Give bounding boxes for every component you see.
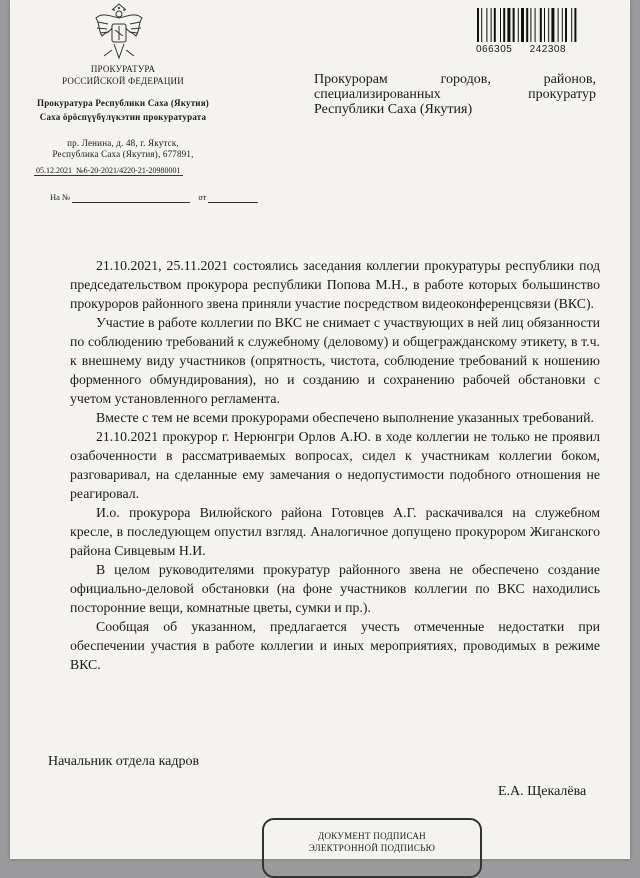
registration-date: 05.12.2021 bbox=[36, 166, 72, 175]
body-paragraph: Вместе с тем не всеми прокурорами обеспечено выполнение указанных требований. bbox=[96, 410, 594, 425]
reference-line bbox=[50, 192, 258, 203]
header-line-yakut-name: Саха öрöспүүбүлүкэтин прокуратурата bbox=[39, 112, 207, 122]
barcode-bar bbox=[518, 8, 519, 42]
header-address-line-1: пр. Ленина, д. 48, г. Якутск, bbox=[67, 138, 179, 148]
barcode-bar bbox=[551, 8, 554, 42]
barcode-bar bbox=[500, 8, 501, 42]
body-paragraph: Сообщая об указанном, предлагается учесть отмеченные недостатки при обеспечении участия в работе коллегии и иных мероприятиях, проводимых в режиме ВКС. bbox=[70, 619, 600, 672]
barcode-bar bbox=[494, 8, 496, 42]
barcode-bar bbox=[562, 8, 563, 42]
electronic-signature-stamp bbox=[262, 818, 482, 878]
barcode-bar bbox=[540, 8, 542, 42]
stamp-line: ДОКУМЕНТ ПОДПИСАН bbox=[318, 831, 426, 841]
reference-number-label: На № bbox=[50, 192, 71, 202]
body-paragraph: Участие в работе коллегии по ВКС не снимает с участвующих в ней лиц обязанности по соблюдению требований к служебному (деловому) и общегражданскому этикету, в т.ч. к внешнему виду участников (опрятность, чистота, соблюдение требований к ношению форменного обмундирования), но и созданию и сохранению рабочей обстановки с учетом установленного регламента. bbox=[70, 315, 600, 406]
barcode-bar bbox=[548, 8, 549, 42]
barcode-bar bbox=[507, 8, 510, 42]
barcode-bar bbox=[513, 8, 515, 42]
reference-date-blank bbox=[208, 194, 258, 203]
barcode-bar bbox=[486, 8, 487, 42]
barcode-bar bbox=[558, 8, 559, 42]
addressee-block bbox=[314, 72, 596, 117]
barcode-bar bbox=[521, 8, 524, 42]
coat-of-arms-emblem-icon bbox=[92, 2, 146, 62]
barcode-bar bbox=[571, 8, 572, 42]
barcode-bar bbox=[535, 8, 536, 42]
barcode-bar bbox=[481, 8, 482, 42]
reference-date-label: от bbox=[198, 192, 207, 202]
addressee-line: специализированных прокуратур bbox=[314, 87, 596, 102]
body-paragraph: В целом руководителями прокуратур районного звена не обеспечено создание официально-деловой обстановки (на фоне участников коллегии по ВКС находились посторонние вещи, комнатные цветы, сумки и пр.). bbox=[70, 562, 600, 615]
barcode-icon bbox=[474, 4, 600, 66]
barcode-bar bbox=[491, 8, 492, 42]
reference-number-blank bbox=[72, 194, 190, 203]
body-paragraph: 21.10.2021, 25.11.2021 состоялись заседания коллегии прокуратуры республики под председательством прокурора республики Попова М.Н., в работе которых большинство прокуроров районного звена приняли участие посредством видеоконференцсвязи (ВКС). bbox=[70, 258, 600, 311]
header-line-prosecutor-office: ПРОКУРАТУРА bbox=[90, 64, 156, 74]
addressee-line: Республики Саха (Якутия) bbox=[314, 102, 473, 117]
barcode-bar bbox=[544, 8, 545, 42]
letter-body bbox=[70, 256, 600, 674]
header-address-line-2: Республика Саха (Якутия), 677891, bbox=[52, 149, 194, 159]
addressee-line: Прокурорам городов, районов, bbox=[314, 72, 596, 87]
body-paragraph: И.о. прокурора Вилюйского района Готовцев А.Г. раскачивался на служебном кресле, в последующем опустил взгляд. Аналогичное допущено прокурором Жиганского района Сивцевым Н.И. bbox=[70, 505, 600, 558]
barcode-bar bbox=[565, 8, 567, 42]
registration-number: №6-20-2021/4220-21-20980001 bbox=[76, 166, 181, 175]
header-line-yakutia-office: Прокуратура Республики Саха (Якутия) bbox=[37, 98, 209, 108]
barcode-bar bbox=[530, 8, 531, 42]
document-page bbox=[10, 0, 630, 859]
barcode-bar bbox=[526, 8, 528, 42]
barcode-bar bbox=[503, 8, 505, 42]
header-line-russian-federation: РОССИЙСКОЙ ФЕДЕРАЦИИ bbox=[62, 76, 184, 86]
body-paragraph: 21.10.2021 прокурор г. Нерюнгри Орлов А.Ю. в ходе коллегии не только не проявил озабоченности в рассматриваемых вопросах, сидел к участникам коллегии боком, разговаривал, на сделанные ему замечания о недопустимости подобного отношения не реагировал. bbox=[70, 429, 600, 501]
signatory-name: Е.А. Щекалёва bbox=[498, 784, 587, 799]
registration-line bbox=[34, 166, 183, 175]
barcode-number bbox=[476, 44, 598, 55]
barcode-number-right: 242308 bbox=[529, 44, 567, 55]
barcode-bar bbox=[477, 8, 479, 42]
signatory-role: Начальник отдела кадров bbox=[48, 754, 200, 769]
barcode-number-left: 066305 bbox=[476, 44, 513, 55]
barcode-bar bbox=[574, 8, 576, 42]
stamp-line: ЭЛЕКТРОННОЙ ПОДПИСЬЮ bbox=[308, 843, 436, 853]
